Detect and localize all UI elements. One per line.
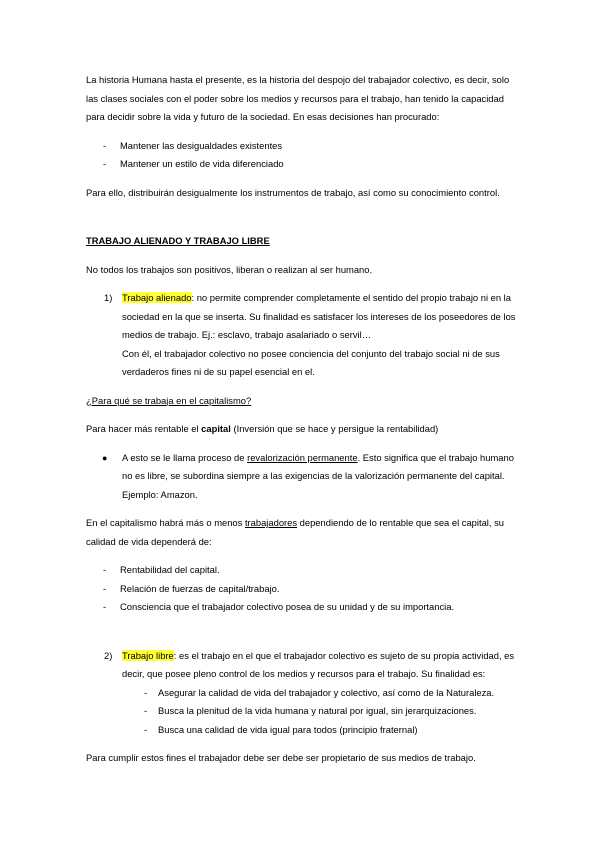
list-item: - Busca una calidad de vida igual para todos (principio fraternal) bbox=[144, 723, 418, 735]
intro-paragraph: La historia Humana hasta el presente, es la historia del despojo del trabajador colectivo, es decir, solo las clases sociales con el poder sobre los medios y recursos para el trabajo, han tenido la capacidad para decidir sobre la vida y futuro de la sociedad. En esas decisiones han procurado: bbox=[86, 74, 510, 122]
section-heading: TRABAJO ALIENADO Y TRABAJO LIBRE bbox=[86, 235, 270, 246]
list-item: - Consciencia que el trabajador colectivo posea de su unidad y de su importancia. bbox=[103, 601, 455, 612]
list-item: - Mantener un estilo de vida diferenciado bbox=[103, 158, 284, 169]
quality-list bbox=[86, 561, 516, 617]
question-intro: Para hacer más rentable el capital (Inversión que se hace y persigue la rentabilidad) bbox=[86, 423, 439, 434]
bullet-revalorizacion: ● A esto se le llama proceso de revalorización permanente. Esto significa que el trabajo humano no es libre, se subordina siempre a las exigencias de la valorización permanente del capital. Ejemplo: Amazon. bbox=[102, 451, 514, 500]
list-item: - Mantener las desigualdades existentes bbox=[103, 139, 283, 151]
list-item: - Rentabilidad del capital. bbox=[103, 564, 220, 575]
capitalism-paragraph: En el capitalismo habrá más o menos trabajadores dependiendo de lo rentable que sea el capital, su calidad de vida dependerá de: bbox=[86, 517, 504, 547]
item-alienado: 1) Trabajo alienado: no permite comprender completamente el sentido del propio trabajo ni en la sociedad en la que se inserta. Su finalidad es satisfacer los intereses de los poseedores de los medios de trabajo. Ej.: esclavo, trabajo asalariado o servil… Con él, el trabajador colectivo no posee conciencia del conjunto del trabajo social ni de sus verdaderos fines ni de su papel esencial en el. bbox=[104, 292, 516, 377]
list-item: - Busca la plenitud de la vida humana y natural por igual, sin jerarquizaciones. bbox=[144, 705, 477, 716]
term-highlight: Trabajo libre bbox=[122, 649, 174, 661]
intro-list bbox=[86, 137, 516, 174]
item-libre: 2) Trabajo libre: es el trabajo en el que el trabajador colectivo es sujeto de su propia actividad, es decir, que posee pleno control de los medios y recursos para el trabajo. Su finalidad es: bbox=[104, 649, 515, 679]
section-lead: No todos los trabajos son positivos, liberan o realizan al ser humano. bbox=[86, 263, 373, 275]
list-item: - Asegurar la calidad de vida del trabajador y colectivo, así como de la Naturaleza. bbox=[144, 686, 495, 698]
term-highlight: Trabajo alienado bbox=[122, 292, 192, 303]
intro-closing: Para ello, distribuirán desigualmente los instrumentos de trabajo, así como su conocimiento control. bbox=[86, 186, 500, 198]
document-page bbox=[86, 71, 516, 768]
question-heading: ¿Para qué se trabaja en el capitalismo? bbox=[86, 394, 252, 406]
list-item: - Relación de fuerzas de capital/trabajo. bbox=[103, 582, 280, 594]
libre-list bbox=[86, 684, 516, 740]
conclusion: Para cumplir estos fines el trabajador debe ser debe ser propietario de sus medios de trabajo. bbox=[86, 752, 476, 763]
